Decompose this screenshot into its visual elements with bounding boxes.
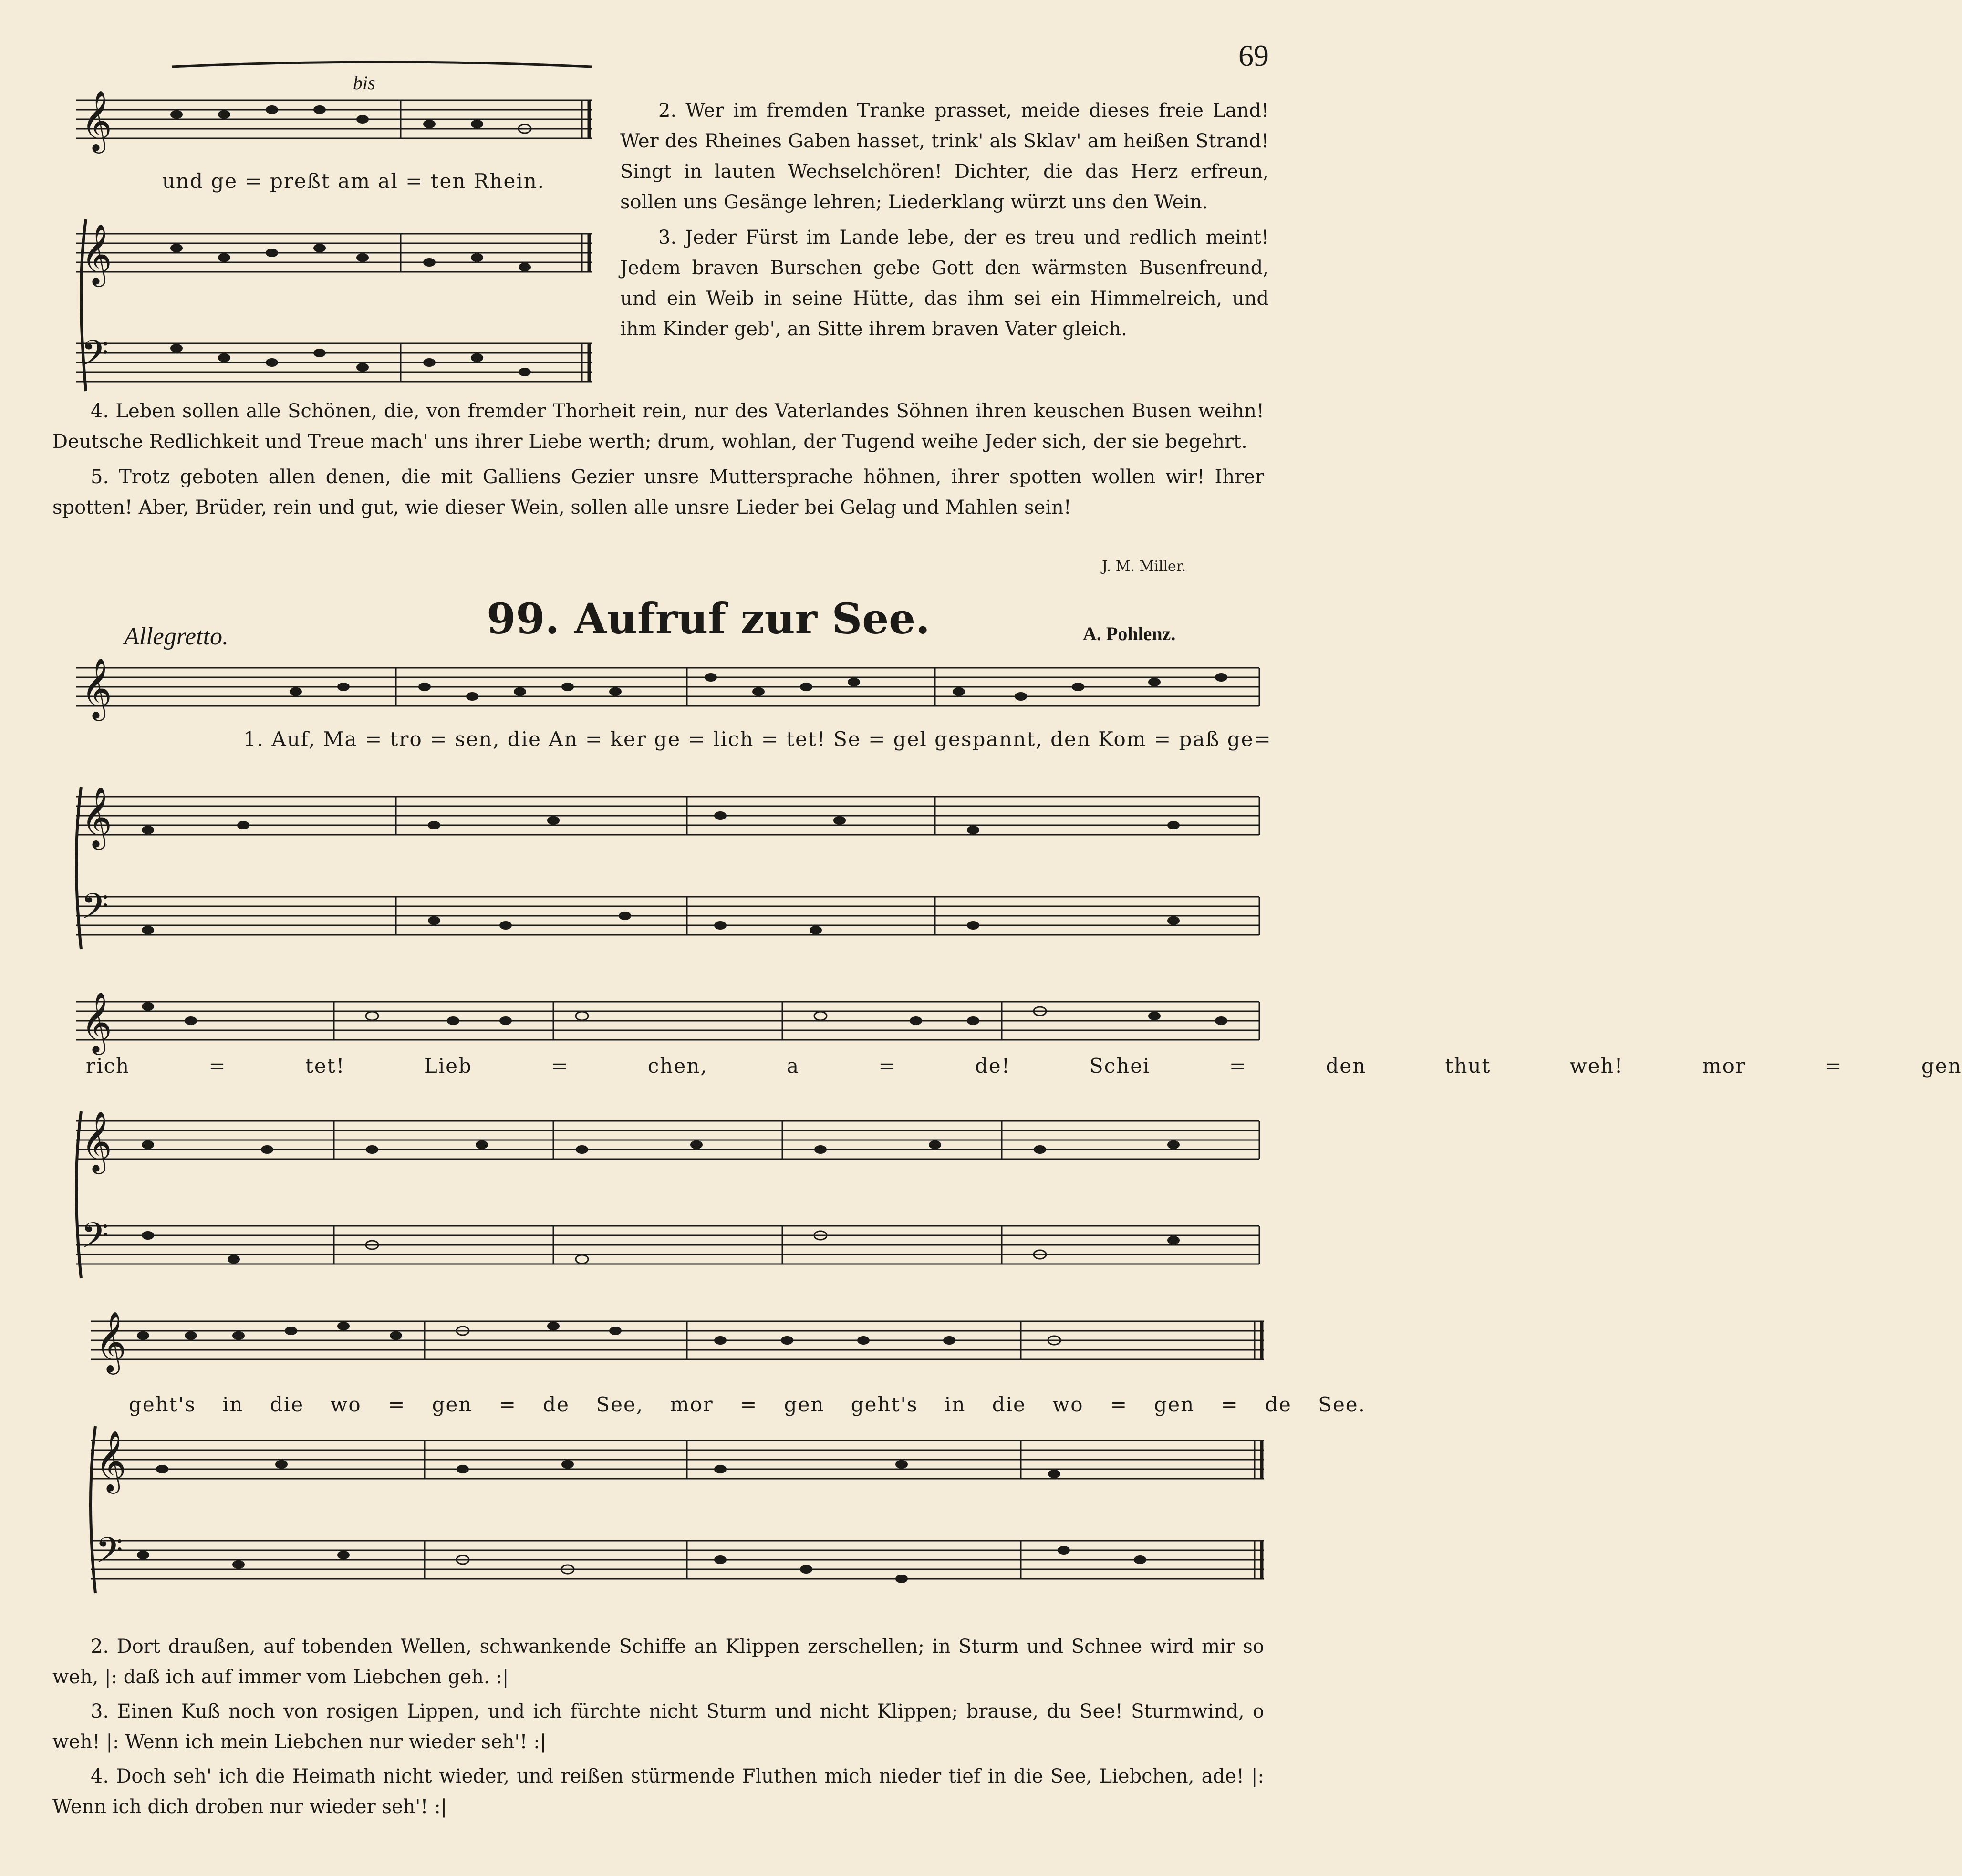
svg-text:𝄞: 𝄞 bbox=[95, 1311, 127, 1372]
svg-text:𝄢: 𝄢 bbox=[95, 1530, 123, 1580]
verse-3: 3. Einen Kuß noch von rosigen Lippen, und ich fürchte nicht Sturm und nicht Klippen; brause, du See! Sturmwind, o weh! |: Wenn ich mein Liebchen nur wieder seh'! :| bbox=[52, 1700, 1264, 1753]
verse-5: 5. Trotz geboten allen denen, die mit Galliens Gezier unsre Muttersprache höhnen, ihrer spotten wollen wir! Ihrer spotten! Aber, Brüder, rein und gut, wie dieser Wein, sollen alle unsre Lieder bei Gelag und Mahlen sein! bbox=[52, 466, 1264, 518]
song99-system-1 bbox=[76, 658, 1269, 954]
page-number: 69 bbox=[1238, 39, 1269, 73]
song98-lyric-line: und ge = preßt am al = ten Rhein. bbox=[162, 169, 545, 193]
svg-text:𝄞: 𝄞 bbox=[81, 90, 113, 151]
song99-verses bbox=[52, 1631, 1264, 1822]
verse-2: 2. Dort draußen, auf tobenden Wellen, schwankende Schiffe an Klippen zerschellen; in Sturm und Schnee wird mir so weh, |: daß ich auf immer vom Liebchen geh. :| bbox=[52, 1636, 1264, 1688]
tempo-marking: Allegretto. bbox=[124, 623, 229, 650]
song98-staff-system bbox=[67, 57, 639, 401]
composer: A. Pohlenz. bbox=[1083, 623, 1176, 644]
song98-author: J. M. Miller. bbox=[1102, 558, 1186, 575]
song-title: 99. Aufruf zur See. bbox=[487, 594, 930, 643]
svg-text:𝄞: 𝄞 bbox=[81, 786, 113, 847]
song99-system-2 bbox=[76, 992, 1269, 1283]
svg-text:𝄢: 𝄢 bbox=[81, 1215, 109, 1265]
song99-lyric-line-3: geht's in die wo = gen = de See, mor = gen geht's in die wo = gen = de See. bbox=[129, 1393, 1366, 1416]
svg-text:𝄞: 𝄞 bbox=[81, 991, 113, 1052]
verse-4: 4. Leben sollen alle Schönen, die, von fremder Thorheit rein, nur des Vaterlandes Söhnen ihren keuschen Busen weihn! Deutsche Redlichkeit und Treue mach' uns ihrer Liebe werth; drum, wohlan, der Tugend weihe Jeder sich, der sie begehrt. bbox=[52, 400, 1264, 453]
svg-text:𝄢: 𝄢 bbox=[81, 332, 109, 383]
svg-text:𝄞: 𝄞 bbox=[81, 1110, 113, 1171]
song99-lyric-line-2: rich = tet! Lieb = chen, a = de! Schei = den thut weh! mor = gen bbox=[86, 1054, 1962, 1078]
svg-text:𝄞: 𝄞 bbox=[81, 657, 113, 718]
staff-voice bbox=[76, 100, 592, 138]
svg-text:𝄞: 𝄞 bbox=[81, 223, 113, 284]
song98-full-verses bbox=[52, 396, 1264, 523]
staff-piano-bass bbox=[76, 343, 592, 382]
song99-system-3 bbox=[91, 1312, 1283, 1598]
song99-lyric-line-1: 1. Auf, Ma = tro = sen, die An = ker ge = lich = tet! Se = gel gespannt, den Kom = paß ge= bbox=[243, 727, 1272, 751]
svg-text:𝄞: 𝄞 bbox=[95, 1430, 127, 1491]
verse-3: 3. Jeder Fürst im Lande lebe, der es treu und redlich meint! Jedem braven Burschen gebe Gott den wärmsten Busenfreund, und ein Weib in seine Hütte, das ihm sei ein Himmelreich, und ihm Kinder geb', an Sitte ihrem braven Vater gleich. bbox=[620, 227, 1269, 340]
verse-2: 2. Wer im fremden Tranke prasset, meide dieses freie Land! Wer des Rheines Gaben hasset, trink' als Sklav' am heißen Strand! Singt in lauten Wechselchören! Dichter, die das Herz erfreun, sollen uns Gesänge lehren; Liederklang würzt uns den Wein. bbox=[620, 100, 1269, 213]
svg-text:𝄢: 𝄢 bbox=[81, 886, 109, 936]
bis-marking: bis bbox=[353, 72, 375, 93]
verse-4: 4. Doch seh' ich die Heimath nicht wieder, und reißen stürmende Fluthen mich nieder tief in die See, Liebchen, ade! |: Wenn ich dich droben nur wieder seh'! :| bbox=[52, 1765, 1264, 1818]
song98-side-verses bbox=[620, 95, 1269, 344]
song98-notes bbox=[170, 105, 531, 376]
staff-piano-treble bbox=[76, 234, 592, 272]
